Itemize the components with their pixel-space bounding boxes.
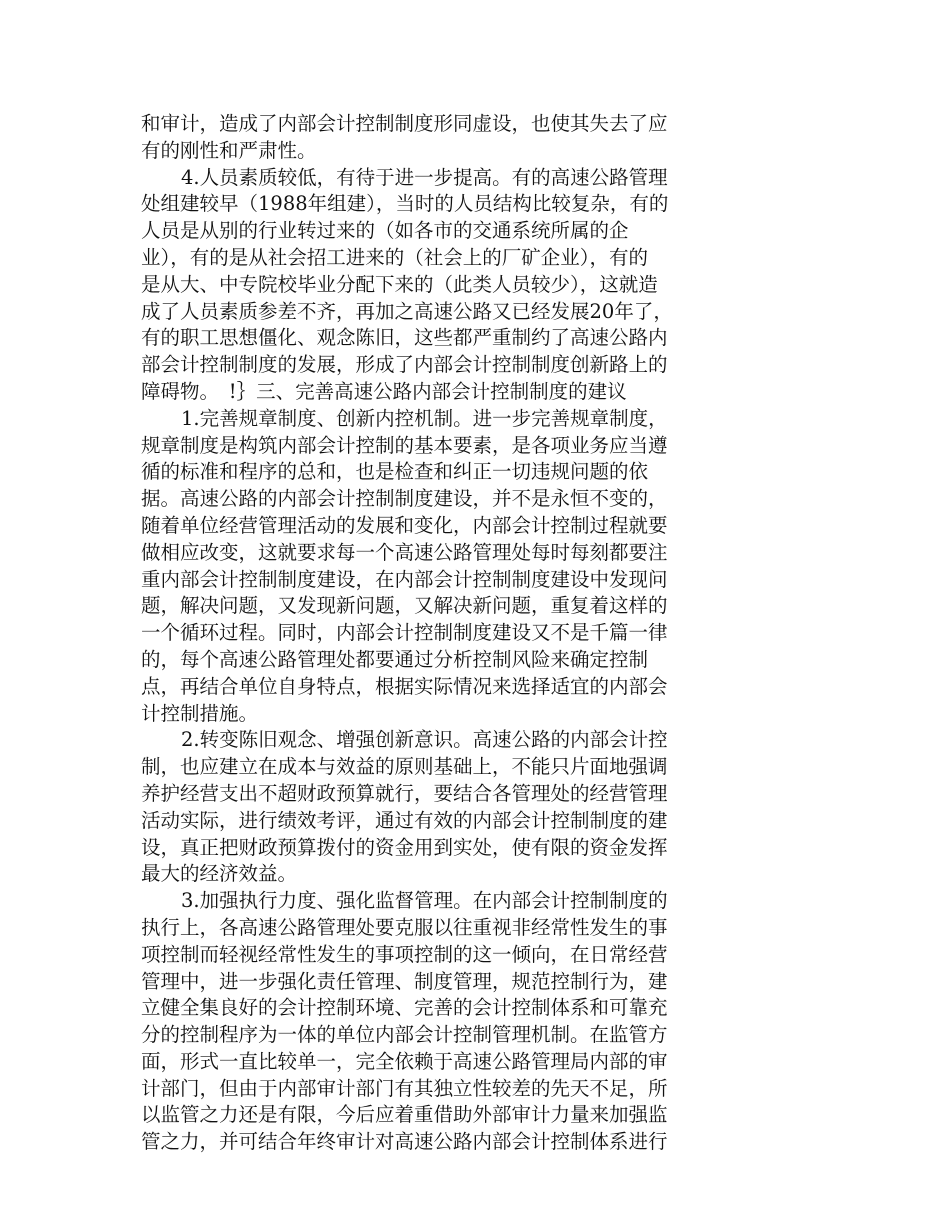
text-line: 随着单位经营管理活动的发展和变化，内部会计控制过程就要 — [141, 513, 668, 537]
paragraph-first-line: 2.转变陈旧观念、增强创新意识。高速公路的内部会计控 — [181, 728, 668, 752]
text-line: 最大的经济效益。 — [141, 862, 298, 886]
text-line: 和审计，造成了内部会计控制制度形同虚设，也使其失去了应 — [141, 112, 668, 135]
text-line: 业），有的是从社会招工进来的（社会上的厂矿企业），有的 — [141, 245, 649, 269]
text-line: 的，每个高速公路管理处都要通过分析控制风险来确定控制 — [141, 647, 649, 671]
text-line: 活动实际，进行绩效考评，通过有效的内部会计控制制度的建 — [141, 808, 668, 832]
text-line: 养护经营支出不超财政预算就行，要结合各管理处的经营管理 — [141, 781, 668, 805]
text-line: 有的刚性和严肃性。 — [141, 138, 317, 162]
text-line: 计部门，但由于内部审计部门有其独立性较差的先天不足，所 — [141, 1076, 668, 1100]
text-line: 项控制而轻视经常性发生的事项控制的这一倾向，在日常经营 — [141, 942, 668, 966]
text-line: 面，形式一直比较单一，完全依赖于高速公路管理局内部的审 — [141, 1049, 668, 1073]
text-line: 是从大、中专院校毕业分配下来的（此类人员较少），这就造 — [141, 272, 658, 296]
text-line: 计控制措施。 — [141, 701, 259, 725]
text-line: 管之力，并可结合年终审计对高速公路内部会计控制体系进行 — [141, 1130, 668, 1154]
text-line: 立健全集良好的会计控制环境、完善的会计控制体系和可靠充 — [141, 996, 668, 1020]
text-line: 题，解决问题，又发现新问题，又解决新问题，重复着这样的 — [141, 594, 668, 618]
text-line: 做相应改变，这就要求每一个高速公路管理处每时每刻都要注 — [141, 540, 668, 564]
text-line: 据。高速公路的内部会计控制制度建设，并不是永恒不变的， — [141, 487, 668, 511]
text-line: 人员是从别的行业转过来的（如各市的交通系统所属的企 — [141, 219, 629, 243]
text-line: 循的标准和程序的总和，也是检查和纠正一切违规问题的依 — [141, 460, 649, 484]
text-line: 处组建较早（1988年组建），当时的人员结构比较复杂，有的 — [141, 192, 669, 216]
text-line: 管理中，进一步强化责任管理、制度管理，规范控制行为，建 — [141, 969, 668, 993]
text-line: 设，真正把财政预算拨付的资金用到实处，使有限的资金发挥 — [141, 835, 668, 859]
paragraph-first-line: 3.加强执行力度、强化监督管理。在内部会计控制制度的 — [181, 889, 668, 913]
text-line: 成了人员素质参差不齐，再加之高速公路又已经发展20年了， — [141, 299, 673, 323]
text-line: 执行上，各高速公路管理处要克服以往重视非经常性发生的事 — [141, 915, 668, 939]
text-line: 重内部会计控制制度建设，在内部会计控制制度建设中发现问 — [141, 567, 668, 591]
text-line: 规章制度是构筑内部会计控制的基本要素，是各项业务应当遵 — [141, 433, 668, 457]
paragraph-first-line: 1.完善规章制度、创新内控机制。进一步完善规章制度， — [181, 406, 668, 430]
text-line: 有的职工思想僵化、观念陈旧，这些都严重制约了高速公路内 — [141, 326, 668, 350]
text-line: 障碍物。 !｝三、完善高速公路内部会计控制制度的建议 — [141, 379, 627, 403]
paragraph-first-line: 4.人员素质较低，有待于进一步提高。有的高速公路管理 — [181, 165, 668, 189]
text-line: 分的控制程序为一体的单位内部会计控制管理机制。在监管方 — [141, 1023, 668, 1047]
text-line: 制，也应建立在成本与效益的原则基础上，不能只片面地强调 — [141, 755, 668, 779]
text-line: 一个循环过程。同时，内部会计控制制度建设又不是千篇一律 — [141, 621, 668, 645]
text-line: 以监管之力还是有限，今后应着重借助外部审计力量来加强监 — [141, 1103, 668, 1127]
text-line: 部会计控制制度的发展，形成了内部会计控制制度创新路上的 — [141, 353, 668, 377]
document-body — [141, 111, 741, 1156]
text-line: 点，再结合单位自身特点，根据实际情况来选择适宜的内部会 — [141, 674, 668, 698]
